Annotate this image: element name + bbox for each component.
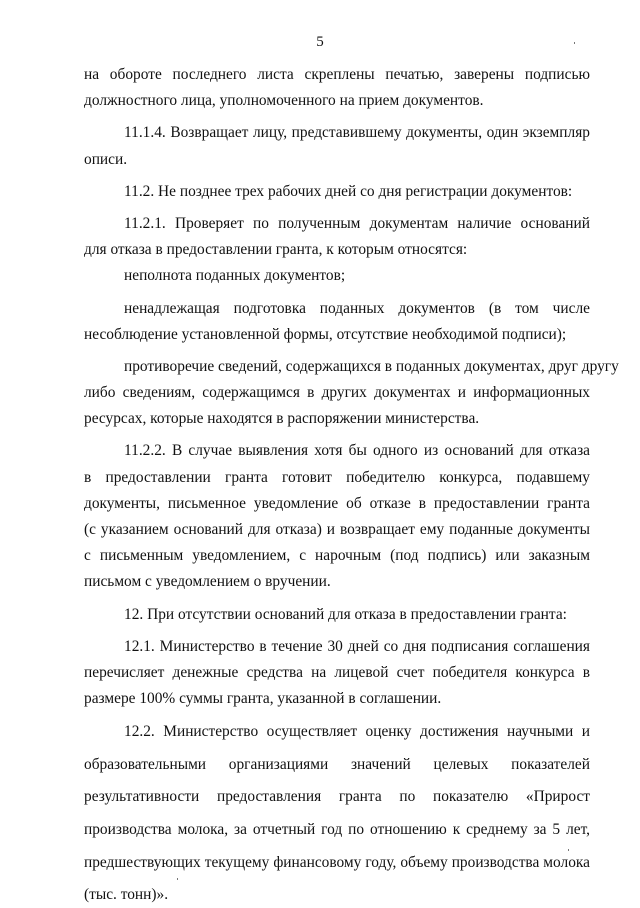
text-line: письмом с уведомлением о вручении.	[84, 573, 331, 591]
text-line: предшествующих текущему финансовому году, объему производства молока	[84, 853, 590, 871]
text-line: ненадлежащая подготовка поданных документов (в том числе	[124, 299, 590, 317]
text-line: либо сведениям, содержащимся в других документах и информационных	[84, 384, 590, 402]
text-line: с письменным уведомлением, с нарочным (под подпись) или заказным	[84, 547, 590, 565]
text-line: для отказа в предоставлении гранта, к которым относятся:	[84, 241, 468, 259]
text-line: (с указанием оснований для отказа) и возвращает ему поданные документы	[84, 521, 590, 538]
text-line: 11.1.4. Возвращает лицу, представившему документы, один экземпляр	[124, 124, 590, 142]
text-line: в предоставлении гранта готовит победителю конкурса, подавшему	[84, 468, 590, 486]
text-line: перечисляет денежные средства на лицевой счет победителя конкурса в	[84, 663, 590, 681]
text-line: 11.2.2. В случае выявления хотя бы одного из оснований для отказа	[124, 442, 590, 460]
text-line: ресурсах, которые находятся в распоряжении министерства.	[84, 410, 480, 428]
text-line: 12. При отсутствии оснований для отказа в предоставлении гранта:	[124, 605, 567, 623]
text-line: документы, письменное уведомление об отказе в предоставлении гранта	[84, 494, 590, 512]
document-body	[84, 62, 619, 908]
text-line: результативности предоставления гранта по показателю «Прирост	[84, 788, 590, 806]
text-line: 11.2. Не позднее трех рабочих дней со дня регистрации документов:	[124, 182, 573, 200]
text-line: должностного лица, уполномоченного на прием документов.	[84, 92, 484, 110]
text-line: на обороте последнего листа скреплены печатью, заверены подписью	[84, 66, 590, 83]
text-line: 11.2.1. Проверяет по полученным документам наличие оснований	[124, 214, 590, 232]
text-line: 12.1. Министерство в течение 30 дней со дня подписания соглашения	[124, 637, 590, 655]
text-line: образовательными организациями значений целевых показателей	[84, 755, 590, 773]
text-line: неполнота поданных документов;	[124, 267, 346, 285]
text-line: производства молока, за отчетный год по отношению к среднему за 5 лет,	[84, 820, 590, 838]
text-line: размере 100% суммы гранта, указанной в соглашении.	[84, 690, 442, 708]
text-line: описи.	[84, 150, 128, 168]
scan-speck	[568, 849, 569, 851]
page-number: 5	[316, 34, 324, 50]
text-line: противоречие сведений, содержащихся в поданных документах, друг другу	[124, 357, 619, 375]
text-line: (тыс. тонн)».	[84, 886, 169, 904]
scan-speck	[177, 878, 178, 880]
text-line: несоблюдение установленной формы, отсутствие необходимой подписи);	[84, 325, 567, 343]
text-line: 12.2. Министерство осуществляет оценку достижения научными и	[124, 722, 590, 740]
scan-speck	[574, 42, 575, 44]
